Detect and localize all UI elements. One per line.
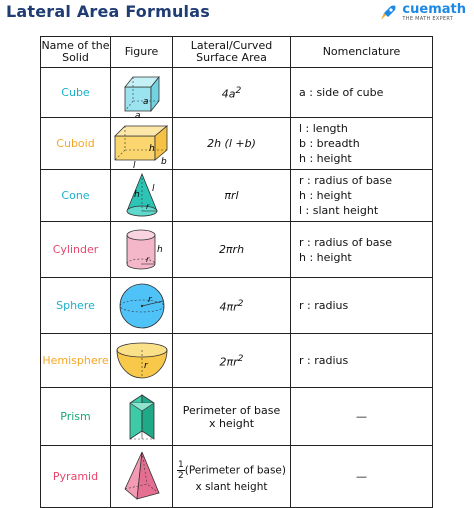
svg-text:r: r <box>145 254 149 264</box>
nomenclature-cell: — <box>291 388 433 446</box>
rocket-icon <box>378 3 398 23</box>
nomenclature-cell: r : radius <box>291 334 433 388</box>
nomenclature-cell: r : radius of base h : height l : slant height <box>291 170 433 222</box>
cube-figure <box>111 68 173 121</box>
area-formula: $2\pi r^2$ <box>173 334 291 388</box>
header-figure: Figure <box>111 37 173 68</box>
nomenclature-cell: r : radius of base h : height <box>291 222 433 278</box>
sphere-figure <box>111 278 173 334</box>
svg-text:r: r <box>143 360 148 371</box>
solid-name: Sphere <box>41 278 111 334</box>
svg-text:b: b <box>161 156 167 167</box>
nomenclature-cell: l : length b : breadth h : height <box>291 118 433 170</box>
table-row <box>41 170 433 222</box>
header-area: Lateral/Curved Surface Area <box>173 37 291 68</box>
area-formula: πrl <box>173 170 291 222</box>
solid-name: Prism <box>41 388 111 446</box>
svg-text:a: a <box>142 96 149 107</box>
header-name: Name of the Solid <box>41 37 111 68</box>
hemisphere-figure <box>111 334 173 388</box>
area-formula: $4\pi r^2$ <box>173 278 291 334</box>
solid-name: Cone <box>41 170 111 222</box>
svg-text:r: r <box>145 201 149 211</box>
svg-text:l: l <box>133 160 136 171</box>
svg-text:h: h <box>149 143 155 154</box>
svg-text:h: h <box>133 189 140 200</box>
header-nomenclature: Nomenclature <box>291 37 433 68</box>
table-row <box>41 388 433 446</box>
header-row <box>41 37 433 68</box>
solid-name: Cylinder <box>41 222 111 278</box>
cuemath-logo <box>378 2 466 24</box>
svg-text:r: r <box>147 294 152 305</box>
logo-tagline: THE MATH EXPERT <box>402 16 454 22</box>
cylinder-figure <box>111 222 173 278</box>
solid-name: Pyramid <box>41 446 111 508</box>
table-row <box>41 118 433 170</box>
table-row <box>41 222 433 278</box>
formula-table <box>40 36 433 508</box>
area-formula: 2πrh <box>173 222 291 278</box>
table-row <box>41 446 433 508</box>
fraction: $\frac{1}{2}$ <box>178 460 184 481</box>
table-row <box>41 334 433 388</box>
cone-figure <box>111 170 173 222</box>
solid-name: Hemisphere <box>41 334 111 388</box>
pyramid-figure <box>111 446 173 508</box>
svg-text:h: h <box>156 244 163 255</box>
page-title: Lateral Area Formulas <box>6 2 210 21</box>
nomenclature-cell: a : side of cube <box>291 68 433 118</box>
nomenclature-cell: r : radius <box>291 278 433 334</box>
svg-text:l: l <box>151 183 155 194</box>
solid-name: Cuboid <box>41 118 111 170</box>
svg-text:a: a <box>134 110 141 121</box>
table-row <box>41 68 433 118</box>
prism-figure <box>111 388 173 446</box>
area-formula: 2h (l +b) <box>173 118 291 170</box>
area-formula: Perimeter of base x height <box>173 388 291 446</box>
logo-brand: cuemath <box>402 2 466 17</box>
area-formula: $\frac{1}{2}$ (Perimeter of base) x slant height <box>173 446 291 508</box>
nomenclature-cell: — <box>291 446 433 508</box>
table-row <box>41 278 433 334</box>
solid-name: Cube <box>41 68 111 118</box>
cuboid-figure <box>111 118 173 170</box>
area-formula: $4a^2$ <box>173 68 291 118</box>
